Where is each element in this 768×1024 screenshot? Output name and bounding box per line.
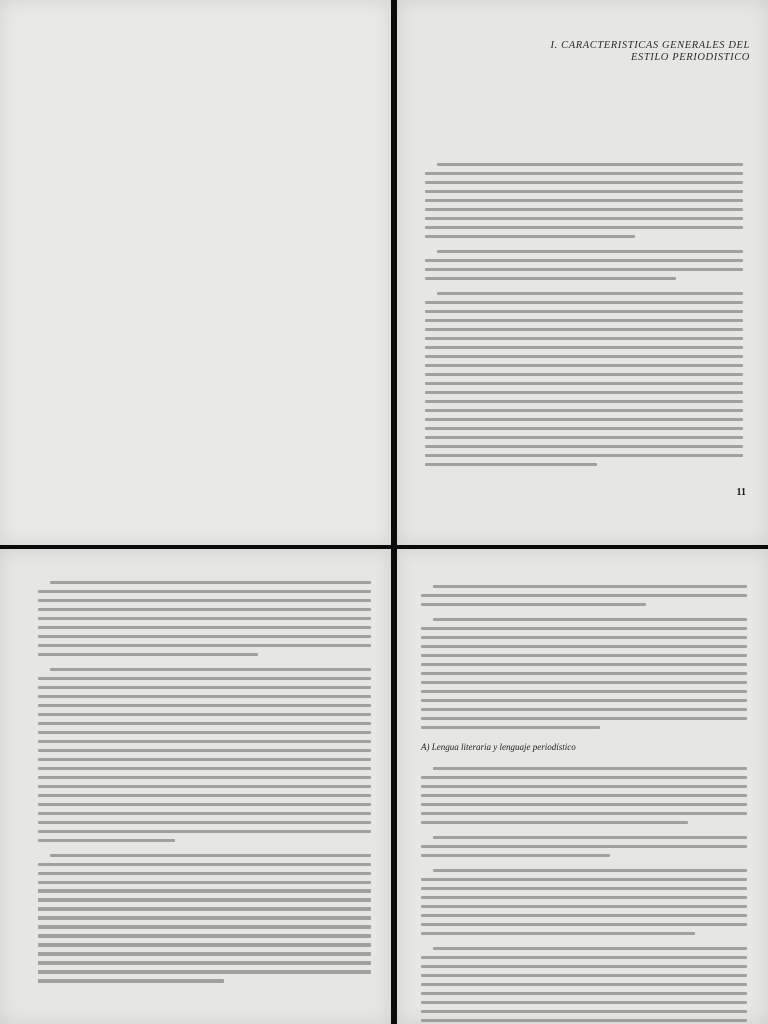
running-head-line-2: ESTILO PERIODISTICO	[630, 52, 750, 63]
text-line	[38, 653, 258, 656]
text-line	[425, 181, 743, 184]
text-line	[425, 226, 743, 229]
text-line	[38, 907, 371, 910]
text-line	[38, 767, 371, 770]
text-line	[421, 636, 747, 639]
text-line	[38, 830, 371, 833]
text-line	[38, 749, 371, 752]
text-line	[425, 400, 743, 403]
text-line	[421, 905, 747, 908]
text-line	[38, 776, 371, 779]
text-line	[38, 872, 371, 875]
text-line	[425, 172, 743, 175]
text-line	[421, 896, 747, 899]
text-line	[38, 785, 371, 788]
paragraph-gap	[38, 848, 371, 854]
running-head	[551, 40, 750, 64]
text-line	[38, 839, 175, 842]
text-line	[421, 974, 747, 977]
text-line	[421, 726, 600, 729]
text-line	[433, 618, 747, 621]
text-line	[425, 355, 743, 358]
text-line	[38, 934, 371, 937]
text-line	[421, 845, 747, 848]
text-line	[425, 373, 743, 376]
page-13	[397, 549, 768, 1024]
text-line	[421, 1019, 747, 1022]
text-line	[433, 585, 747, 588]
text-line	[425, 436, 743, 439]
text-column	[38, 581, 371, 988]
text-line	[38, 803, 371, 806]
text-line	[38, 740, 371, 743]
text-line	[425, 445, 743, 448]
text-line	[38, 686, 371, 689]
running-head-line-1: I. CARACTERISTICAS GENERALES DEL	[550, 40, 750, 51]
text-line	[425, 235, 635, 238]
text-line	[425, 454, 743, 457]
text-line	[38, 635, 371, 638]
text-line	[38, 758, 371, 761]
text-line	[38, 794, 371, 797]
page-11	[397, 0, 768, 545]
text-line	[38, 704, 371, 707]
text-line	[425, 427, 743, 430]
text-line	[38, 812, 371, 815]
text-line	[421, 878, 747, 881]
text-line	[425, 319, 743, 322]
text-line	[433, 869, 747, 872]
text-line	[425, 409, 743, 412]
text-line	[425, 418, 743, 421]
text-line	[38, 677, 371, 680]
text-line	[425, 268, 743, 271]
text-line	[437, 292, 743, 295]
text-line	[421, 1001, 747, 1004]
text-column	[421, 585, 747, 735]
blank-page	[0, 0, 391, 545]
text-line	[421, 794, 747, 797]
text-line	[421, 932, 695, 935]
text-line	[50, 854, 371, 857]
text-line	[425, 208, 743, 211]
text-line	[425, 463, 597, 466]
text-line	[437, 250, 743, 253]
text-line	[421, 923, 747, 926]
paragraph-gap	[425, 286, 743, 292]
text-line	[50, 581, 371, 584]
text-line	[38, 626, 371, 629]
section-heading: A) Lengua literaria y lenguaje periodístico	[421, 742, 576, 752]
text-line	[425, 277, 676, 280]
text-line	[421, 812, 747, 815]
text-line	[421, 776, 747, 779]
text-line	[421, 690, 747, 693]
text-line	[425, 199, 743, 202]
text-line	[421, 672, 747, 675]
paragraph-gap	[38, 662, 371, 668]
text-line	[38, 695, 371, 698]
text-line	[433, 836, 747, 839]
text-line	[433, 767, 747, 770]
text-line	[421, 594, 747, 597]
paragraph-gap	[421, 863, 747, 869]
text-line	[38, 722, 371, 725]
paragraph-gap	[421, 830, 747, 836]
text-line	[38, 889, 371, 892]
text-line	[38, 898, 371, 901]
text-line	[50, 668, 371, 671]
text-line	[425, 217, 743, 220]
text-line	[421, 654, 747, 657]
text-line	[425, 259, 743, 262]
text-line	[421, 785, 747, 788]
text-line	[421, 645, 747, 648]
text-line	[425, 346, 743, 349]
text-line	[425, 310, 743, 313]
text-line	[38, 979, 224, 982]
text-line	[38, 961, 371, 964]
text-line	[421, 627, 747, 630]
text-line	[421, 914, 747, 917]
text-line	[38, 599, 371, 602]
text-line	[38, 590, 371, 593]
paragraph-gap	[425, 244, 743, 250]
text-line	[425, 382, 743, 385]
text-line	[421, 965, 747, 968]
text-line	[38, 881, 371, 884]
page-12	[0, 549, 391, 1024]
text-line	[421, 956, 747, 959]
text-line	[38, 617, 371, 620]
text-line	[433, 947, 747, 950]
text-line	[421, 983, 747, 986]
text-line	[38, 713, 371, 716]
text-line	[421, 854, 610, 857]
text-line	[38, 943, 371, 946]
text-line	[421, 699, 747, 702]
paragraph-gap	[421, 941, 747, 947]
text-line	[425, 190, 743, 193]
text-line	[421, 681, 747, 684]
text-line	[421, 708, 747, 711]
text-line	[38, 970, 371, 973]
text-line	[425, 364, 743, 367]
text-line	[425, 391, 743, 394]
text-line	[421, 1010, 747, 1013]
text-line	[421, 603, 646, 606]
text-line	[38, 952, 371, 955]
text-line	[38, 916, 371, 919]
text-line	[421, 663, 747, 666]
text-line	[421, 717, 747, 720]
text-line	[38, 608, 371, 611]
text-column	[425, 163, 743, 471]
text-line	[425, 337, 743, 340]
text-line	[38, 821, 371, 824]
text-line	[421, 992, 747, 995]
text-line	[38, 925, 371, 928]
text-line	[421, 803, 747, 806]
text-line	[425, 301, 743, 304]
text-line	[437, 163, 743, 166]
text-line	[425, 328, 743, 331]
text-line	[421, 821, 688, 824]
text-line	[38, 863, 371, 866]
text-line	[38, 644, 371, 647]
text-line	[38, 731, 371, 734]
page-number: 11	[736, 487, 746, 498]
text-column	[421, 767, 747, 1024]
text-line	[421, 887, 747, 890]
